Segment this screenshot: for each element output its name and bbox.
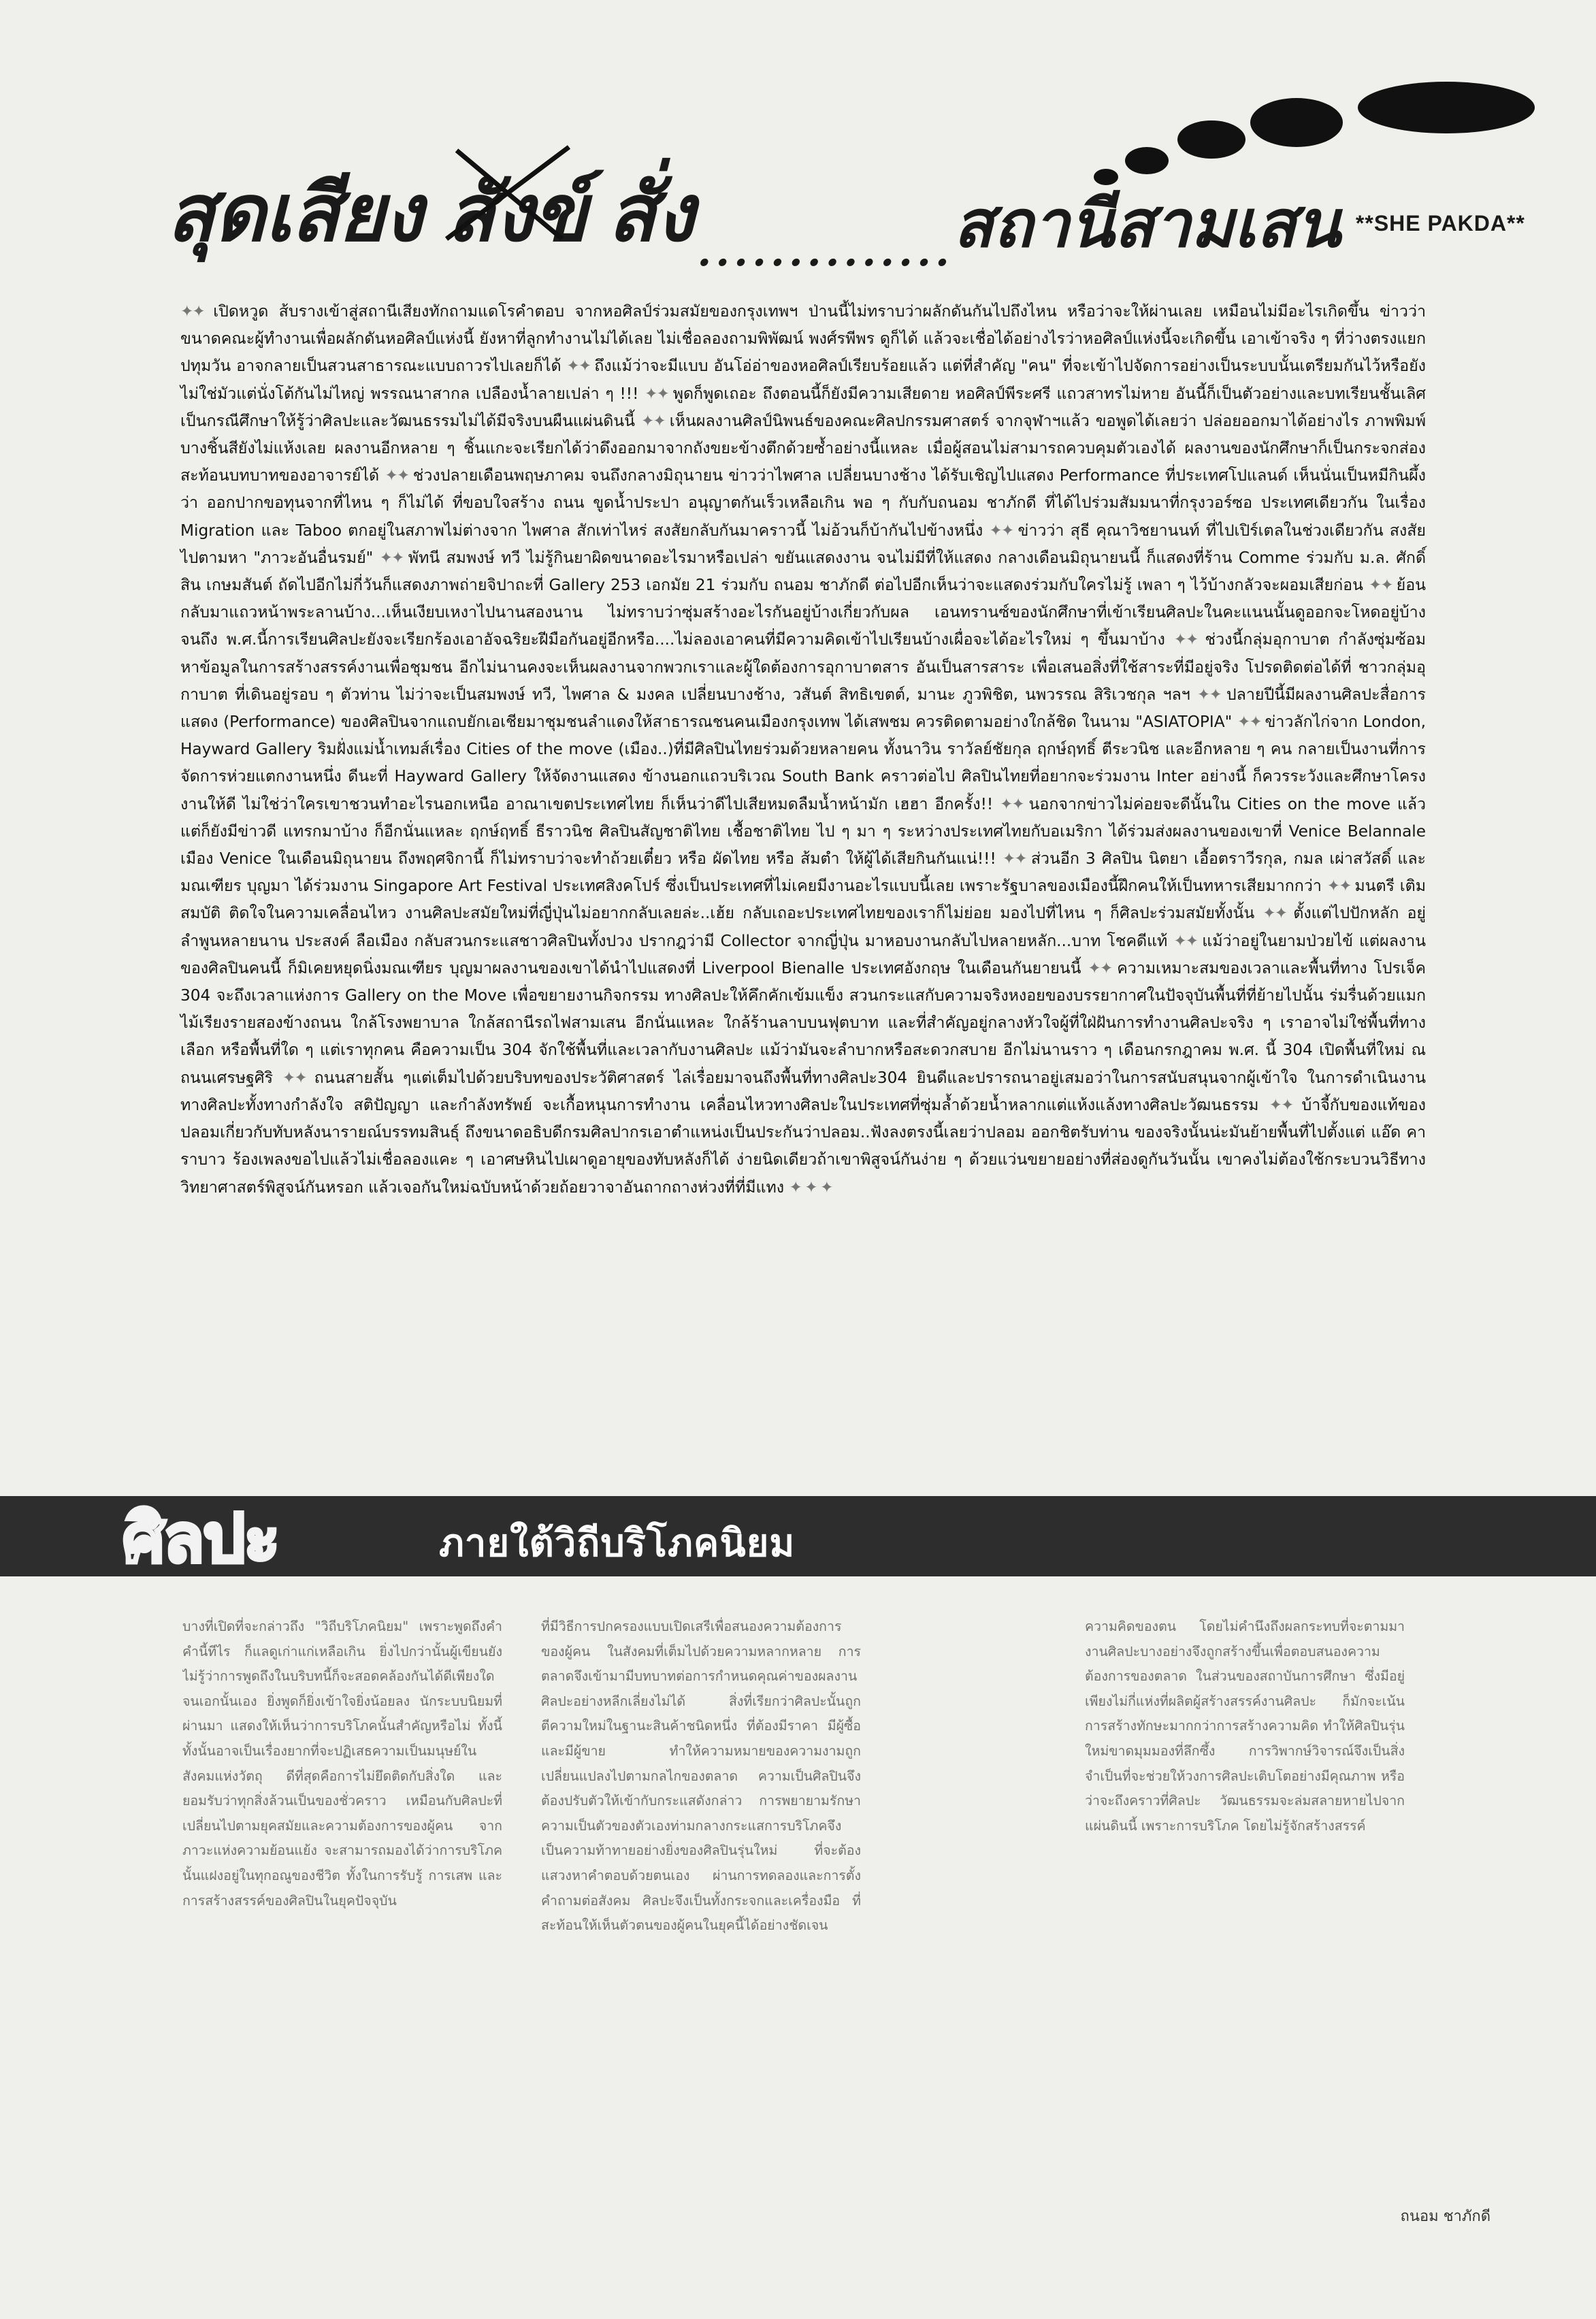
- article-paragraph: แม้ว่าอยู่ในยามป่วยไข้ แต่ผลงานของศิลปินคนนี้ ก็มิเคยหยุดนิ่งมณเฑียร บุญมาผลงานของเขาได้นำไปแสดงที่ Liverpool Bienalle ประเทศอังกฤษ ในเดือนกันยายนนี้: [180, 931, 1426, 977]
- bullet-star-icon: ✦✦: [1368, 576, 1397, 595]
- cross-out-mark-icon: [440, 137, 576, 249]
- bullet-star-icon: ✦✦: [379, 548, 408, 567]
- headline-part3: สถานีสามเสน: [953, 185, 1341, 262]
- article-paragraph: นอกจากข่าวไม่ค่อยจะดีนั้นใน Cities on the move แล้วแต่ก็ยังมีข่าวดี แทรกมาบ้าง ก็อีกนั่นแหละ ฤกษ์ฤทธิ์ ธีราวนิช ศิลปินสัญชาติไทย เชื้อชาติไทย ไป ๆ มา ๆ ระหว่างประเทศไทยกับอเมริกา ได้ร่วมส่งผลงานของเขาที่ Venice Belannale เมือง Venice ในเดือนมิถุนายน ถึงพฤศจิกานี้ ก็ไม่ทราบว่าจะทำถ้วยเตี๋ยว หรือ ผัดไทย หรือ ส้มตำ ให้ผู้ได้เสียกินกันแน่!!!: [180, 794, 1426, 869]
- bullet-star-icon: ✦✦: [1237, 713, 1265, 732]
- article-paragraph: บ้าจี้กับของแท้ของปลอมเกี่ยวกับทับหลังนารายณ์บรรทมสินธุ์ ถึงขนาดอธิบดีกรมศิลปากรเอาตำแหน่งเป็นประกันว่าปลอม..ฟังลงตรงนี้เลยว่าปลอม ออกชิตรับท่าน ของจริงนั้นน่ะมันย้ายพื้นที่ไปตั้งแต่ แอ๊ด คาราบาว ร้องเพลงขอไปแล้วไม่เชื่อลองแคะ ๆ เอาศษหินไปเผาดูอายุของทับหลังก็ได้ ง่ายนิดเดียวถ้าเขาพิสูจน์กันง่าย ๆ ด้วยแว่นขยายอย่างที่ส่องดูกันวันนั้น เขาคงไม่ต้องใช้กระบวนวิธีทางวิทยาศาสตร์พิสูจน์กันหรอก แล้วเจอกันใหม่ฉบับหน้าด้วยถ้อยวาจาอันถากถางห่วงที่ที่มีแทง: [180, 1095, 1426, 1197]
- bullet-star-icon: ✦✦: [1263, 904, 1294, 923]
- article-paragraph: ส่วนอีก 3 ศิลปิน นิตยา เอื้อตราวีรกุล, กมล เผ่าสวัสดิ์ และมณเฑียร บุญมา ได้ร่วมงาน Singapore Art Festival ประเทศสิงคโปร์ ซึ่งเป็นประเทศที่ไม่เคยมีงานอะไรแบบนี้เลย เพราะรัฐบาลของเมืองนี้ฝึกคนให้เป็นทหารเสียมากกว่า: [180, 849, 1427, 896]
- essay-column-2: ที่มีวิธีการปกครองแบบเปิดเสรีเพื่อสนองความต้องการของผู้คน ในสังคมที่เต็มไปด้วยความหลากหลาย การตลาดจึงเข้ามามีบทบาทต่อการกำหนดคุณค่าของผลงานศิลปะอย่างหลีกเลี่ยงไม่ได้ สิ่งที่เรียกว่าศิลปะนั้นถูกตีความใหม่ในฐานะสินค้าชนิดหนึ่ง ที่ต้องมีราคา มีผู้ซื้อ และมีผู้ขาย ทำให้ความหมายของความงามถูกเปลี่ยนแปลงไปตามกลไกของตลาด ความเป็นศิลปินจึงต้องปรับตัวให้เข้ากับกระแสดังกล่าว การพยายามรักษาความเป็นตัวของตัวเองท่ามกลางกระแสการบริโภคจึงเป็นความท้าทายอย่างยิ่งของศิลปินรุ่นใหม่ ที่จะต้องแสวงหาคำตอบด้วยตนเอง ผ่านการทดลองและการตั้งคำถามต่อสังคม ศิลปะจึงเป็นทั้งกระจกและเครื่องมือ ที่สะท้อนให้เห็นตัวตนของผู้คนในยุคนี้ได้อย่างชัดเจน: [541, 1619, 861, 1934]
- article-paragraph: ย้อนกลับมาแถวหน้าพระลานบ้าง...เห็นเงียบเหงาไปนานสองนาน ไม่ทราบว่าซุ่มสร้างอะไรกันอยู่บ้างเกี่ยวกับผล เอนทรานซ์ของนักศึกษาที่เข้าเรียนศิลปะในคะแนนนั้นดูออกจะโหดอยู่บ้าง จนถึง พ.ศ.นี้การเรียนศิลปะยังจะเรียกร้องเอาอัจฉริยะฝีมือกันอยู่อีกหรือ....ไม่ลองเอาคนที่มีความคิดเข้าไปเรียนบ้างเผื่อจะได้อะไรใหม่ ๆ ขึ้นมาบ้าง: [180, 576, 1426, 649]
- bullet-star-icon: ✦✦: [566, 357, 595, 376]
- article-paragraph: เปิดหวูด ส้บรางเข้าสู่สถานีเสียงทักถามแดโรคำตอบ จากหอศิลป์ร่วมสมัยของกรุงเทพฯ ป่านนี้ไม่ทราบว่าผลักดันกันไปถึงไหน หรือว่าจะให้ผ่านเลย เหมือนไม่มีอะไรเกิดขึ้น ข่าวว่าขนาดคณะผู้ทำงานเพื่อผลักดันหอศิลป์แห่งนี้ ยังหาที่ลูกทำงานไม่ได้เลย ไม่เชื่อลองถามพิพัฒน์ พงศ์รพีพร ดูก็ได้ แล้วจะเชื่อได้อย่างไรว่าหอศิลป์แห่งนี้จะเกิดขึ้น เอาเข้าจริง ๆ ที่ว่างตรงแยกปทุมวัน อาจกลายเป็นสวนสาธารณะแบบถาวรไปเลยก็ได้: [180, 302, 1426, 376]
- bullet-star-icon: ✦✦: [640, 411, 670, 430]
- crossed-word-text: สังข์: [446, 167, 587, 259]
- article-paragraph: ตั้งแต่ไปปักหลัก อยู่ลำพูนหลายนาน ประสงค์ ลือเมือง กลับสวนกระแสชาวศิลปินทั้งปวง ปรากฎว่ามี Collector จากญี่ปุ่น มาหอบงานกลับไปหลายหลัก...บาท โชคดีแท้: [180, 904, 1426, 950]
- headline-part1: สุดเสียง: [167, 167, 423, 259]
- bullet-star-icon: ✦✦: [1173, 630, 1205, 649]
- headline-crossed-word: [446, 150, 587, 276]
- bullet-star-icon: ✦✦: [645, 384, 673, 403]
- article-paragraph: ข่าวลักไก่จาก London, Hayward Gallery ริมฝั่งแม่น้ำเทมส์เรื่อง Cities of the move (เมือง..)ที่มีศิลปินไทยร่วมด้วยหลายคน ทั้งนาวิน ราวัลย์ชัยกุล ฤกษ์ฤทธิ์ ตีระวนิช และอีกหลาย ๆ คน กลายเป็นงานที่การจัดการห่วยแตกงานหนึ่ง ดีนะที่ Hayward Gallery ให้จัดงานแสดง ข้างนอกแถวบริเวณ South Bank คราวต่อไป ศิลปินไทยที่อยากจะร่วมงาน Inter อย่างนี้ ก็ควรระวังและศึกษาโครงงานให้ดี ไม่ใช่ว่าใครเขาชวนทำอะไรนอกเหนือ อาณาเขตประเทศไทย ก็เห็นว่าดีไปเสียหมดลืมน้ำหน้ามัก เฮฮา อีกครั้ง!!: [180, 713, 1426, 813]
- headline-part2: สั่ง: [607, 167, 695, 259]
- bullet-star-icon: ✦✦: [989, 521, 1018, 540]
- article-paragraph: ความเหมาะสมของเวลาและพื้นที่ทาง โปรเจ็ค 304 จะถึงเวลาแห่งการ Gallery on the Move เพื่อขยายงานกิจกรรม ทางศิลปะให้คึกคักเข้มแข็ง สวนกระแสกับความจริงหงอยของบรรยากาศในปัจจุบันพื้นที่ที่ย้ายไปนั้น ร่มรื่นด้วยแมกไม้เรียงรายสองข้างถนน ใกล้โรงพยาบาล ใกล้สถานีรถไฟสามเสน อีกนั่นแหละ ใกล้ร้านลาบบนฟุตบาท และที่สำคัญอยู่กลางหัวใจผู้ที่ใฝ่ฝันการทำงานศิลปะจริง ๆ เราอาจไม่ใช่พื้นที่ทางเลือก หรือพื้นที่ใด ๆ แต่เราทุกคน คือความเป็น 304 จักใช้พื้นที่และเวลากับงานศิลปะ แม้ว่ามันจะลำบากหรือสะดวกสบาย อีกไม่นานราว ๆ เดือนกรกฎาคม พ.ศ. นี้ 304 เปิดพื้นที่ใหม่ ณ ถนนเศรษฐศิริ: [180, 958, 1427, 1087]
- bullet-star-icon: ✦✦: [1088, 958, 1118, 977]
- article-paragraph: ข่าวว่า สุธี คุณาวิชยานนท์ ที่ไปเปิร์เตลในช่วงเดียวกัน สงสัยไปตามหา "ภาวะอันอื่นรมย์": [180, 521, 1426, 567]
- bullet-star-icon: ✦✦: [282, 1068, 314, 1087]
- article-paragraph: พัทนี สมพงษ์ ทวี ไม่รู้กินยาผิดขนาดอะไรมาหรือเปล่า ขยันแสดงงาน จนไม่มีที่ให้แสดง กลางเดือนมิถุนายนนี้ ก็แสดงที่ร้าน Comme ร่วมกับ ม.ล. ศักดิ์สิน เกษมสันต์ ถัดไปอีกไม่กี่วันก็แสดงภาพถ่ายจิปาถะที่ Gallery 253 เอกมัย 21 ร่วมกับ ถนอม ชาภักดี ต่อไปอีกเห็นว่าจะแสดงร่วมกับใครไม่รู้ เพลา ๆ ไว้บ้างกลัวจะผอมเสียก่อน: [180, 548, 1427, 595]
- bullet-star-icon: ✦✦: [1002, 849, 1031, 869]
- author-byline: ถนอม ชาภักดี: [1400, 2208, 1491, 2225]
- article-paragraph: ปลายปีนี้มีผลงานศิลปะสื่อการแสดง (Performance) ของศิลปินจากแถบยักเอเชียมาชุมชนลำแดงให้สาธารณชนคนเมืองกรุงเทพ ได้เสพชม ควรติดตามอย่างใกล้ชิด ในนาม "ASIATOPIA": [180, 685, 1426, 732]
- page-header: [167, 75, 1525, 276]
- headline-dots: ..............: [697, 228, 954, 276]
- article-paragraph: ถึงแม้ว่าจะมีแบบ อันโอ่อ่าของหอศิลป์เรียบร้อยแล้ว แต่ที่สำคัญ "คน" ที่จะเข้าไปจัดการอย่างเป็นระบบนั้นเตรียมกันไว้หรือยัง ไม่ใช่มัวแต่นั่งโต้กันไม่ไหญ่ พรรณนาสากล เปลืองน้ำลายเปล่า ๆ !!!: [180, 357, 1426, 403]
- bullet-star-icon: ✦✦: [999, 794, 1029, 813]
- author-tag: **SHE PAKDA**: [1355, 211, 1525, 236]
- article-paragraph: ช่วงนี้กลุ่มอุกาบาต กำลังซุ่มซ้อม หาข้อมูลในการสร้างสรรค์งานเพื่อชุมชน อีกไม่นานคงจะเห็นผลงานจากพวกเราและผู้ใดต้องการอุกาบาตสาร อันเป็นสารสาระ เพื่อเสนอสิ่งที่ใช้สาระที่มีอยู่จริง โปรดติดต่อได้ที่ ชาวกลุ่มอุกาบาต ที่เดินอยู่รอบ ๆ ตัวท่าน ไม่ว่าจะเป็นสมพงษ์ ทวี, ไพศาล & มงคล เปลี่ยนบางช้าง, วสันต์ สิทธิเขตต์, มานะ ภูวพิชิต, นพวรรณ สิริเวชกุล ฯลฯ: [180, 630, 1426, 704]
- bullet-star-icon: ✦✦: [1326, 877, 1355, 896]
- bullet-star-icon: ✦✦: [385, 466, 413, 485]
- section-big-title: ศิลปะ: [123, 1500, 279, 1578]
- bullet-star-icon: ✦✦: [180, 302, 214, 321]
- article-paragraph: พูดก็พูดเถอะ ถึงตอนนี้ก็ยังมีความเสียดาย หอศิลป์พีระศรี แถวสาทรไม่หาย อันนี้ก็เป็นตัวอย่างและบทเรียนชั้นเลิศ เป็นกรณีศึกษาให้รู้ว่าศิลปะและวัฒนธรรมไม่ได้มีจริงบนผืนแผ่นดินนี้: [180, 384, 1426, 430]
- gossip-column-body: [180, 298, 1426, 1428]
- article-paragraph: มนตรี เติมสมบัติ ติดใจในความเคลื่อนไหว งานศิลปะสมัยใหม่ที่ญี่ปุ่นไม่อยากกลับเลยล่ะ..เฮ้ย กลับเถอะประเทศไทยของเราก็ไม่ย่อย มองไปที่ไหน ๆ ก็ศิลปะร่วมสมัยทั้งนั้น: [180, 877, 1427, 923]
- bullet-star-icon: ✦✦: [1196, 685, 1226, 704]
- section-subtitle: ภายใต้วิถีบริโภคนิยม: [439, 1521, 796, 1566]
- essay-column-1: บางที่เปิดที่จะกล่าวถึง "วิถีบริโภคนิยม" เพราะพูดถึงคำคำนี้ทีไร ก็แลดูเก่าแก่เหลือเกิน ยิ่งไปกว่านั้นผู้เขียนยังไม่รู้ว่าการพูดถึงในบริบทนี้ก็จะสอดคล้องกันได้ดีเพียงใด จนเอกนั้นเอง ยิ่งพูดก็ยิ่งเข้าใจยิ่งน้อยลง นักระบบนิยมที่ผ่านมา แสดงให้เห็นว่าการบริโภคนั้นสำคัญหรือไม่ ทั้งนี้ทั้งนั้นอาจเป็นเรื่องยากที่จะปฏิเสธความเป็นมนุษย์ในสังคมแห่งวัตถุ ดีที่สุดคือการไม่ยึดติดกับสิ่งใด และยอมรับว่าทุกสิ่งล้วนเป็นของชั่วคราว เหมือนกับศิลปะที่เปลี่ยนไปตามยุคสมัยและความต้องการของผู้คน จากภาวะแห่งความย้อนแย้ง จะสามารถมองได้ว่าการบริโภคนั้นแฝงอยู่ในทุกอณูของชีวิต ทั้งในการรับรู้ การเสพ และการสร้างสรรค์ของศิลปินในยุคปัจจุบัน: [182, 1619, 502, 1909]
- headline: [167, 167, 1525, 276]
- article-paragraph: เห็นผลงานศิลป์นิพนธ์ของคณะศิลปกรรมศาสตร์ จากจุฬาฯแล้ว ขอพูดได้เลยว่า ปล่อยออกมาได้อย่างไร ภาพพิมพ์ บางชิ้นสียังไม่แห้งเลย ผลงานอีกหลาย ๆ ชิ้นแกะจะเรียกได้ว่าดึงออกมาจากถังขยะข้างตึกด้วยซ้ำอย่างนี้แหละ เมื่อผู้สอนไม่สามารถควบคุมตัวเองได้ ผลงานของนักศึกษาก็เป็นกระจกส่องสะท้อนบทบาทของอาจารย์ได้: [180, 411, 1426, 485]
- end-stars-icon: ✦ ✦ ✦: [789, 1178, 832, 1197]
- article-paragraph: ช่วงปลายเดือนพฤษภาคม จนถึงกลางมิถุนายน ข่าวว่าไพศาล เปลี่ยนบางช้าง ได้รับเชิญไปแสดง Performance ที่ประเทศโปแลนด์ เห็นนั่นเป็นหมีกินผึ้งว่า ออกปากขอทุนจากที่ไหน ๆ ก็ไม่ได้ ที่ขอบใจสร้าง ถนน ขูดน้ำประปา อนุญาตกันเร็วเหลือเกิน พอ ๆ กับกับถนอม ชาภักดี ที่ได้ไปร่วมสัมมนาที่กรุงวอร์ซอ ประเทศเดียวกัน ในเรื่อง Migration และ Taboo ตกอยู่ในสภาพไม่ต่างจาก ไพศาล สักเท่าไหร่ สงสัยกลับกันมาคราวนี้ ไม่อ้วนก็บ้ากันไปข้างหนึ่ง: [180, 466, 1427, 540]
- article-paragraph: ถนนสายสั้น ๆแต่เต็มไปด้วยบริบทของประวัติศาสตร์ ไล่เรื่อยมาจนถึงพื้นที่ทางศิลปะ304 ยินดีและปรารถนาอยู่เสมอว่าในการสนับสนุนจากผู้เข้าใจ ในการดำเนินงานทางศิลปะทั้งทางกำลังใจ สติปัญญา และกำลังทรัพย์ จะเกื้อหนุนการทำงาน เคลื่อนไหวทางศิลปะในประเทศที่ซุ่มล้ำด้วยน้ำหลากแต่แห้งแล้งทางศิลปะวัฒนธรรม: [180, 1068, 1427, 1114]
- essay-column-3: ความคิดของตน โดยไม่คำนึงถึงผลกระทบที่จะตามมา งานศิลปะบางอย่างจึงถูกสร้างขึ้นเพื่อตอบสนองความต้องการของตลาด ในส่วนของสถาบันการศึกษา ซึ่งมีอยู่เพียงไม่กี่แห่งที่ผลิตผู้สร้างสรรค์งานศิลปะ ก็มักจะเน้นการสร้างทักษะมากกว่าการสร้างความคิด ทำให้ศิลปินรุ่นใหม่ขาดมุมมองที่ลึกซึ้ง การวิพากษ์วิจารณ์จึงเป็นสิ่งจำเป็นที่จะช่วยให้วงการศิลปะเติบโตอย่างมีคุณภาพ หรือว่าจะถึงคราวที่ศิลปะ วัฒนธรรมจะล่มสลายหายไปจากแผ่นดินนี้ เพราะการบริโภค โดยไม่รู้จักสร้างสรรค์: [1085, 1619, 1405, 1834]
- bullet-star-icon: ✦✦: [1269, 1095, 1302, 1114]
- bullet-star-icon: ✦✦: [1173, 931, 1203, 950]
